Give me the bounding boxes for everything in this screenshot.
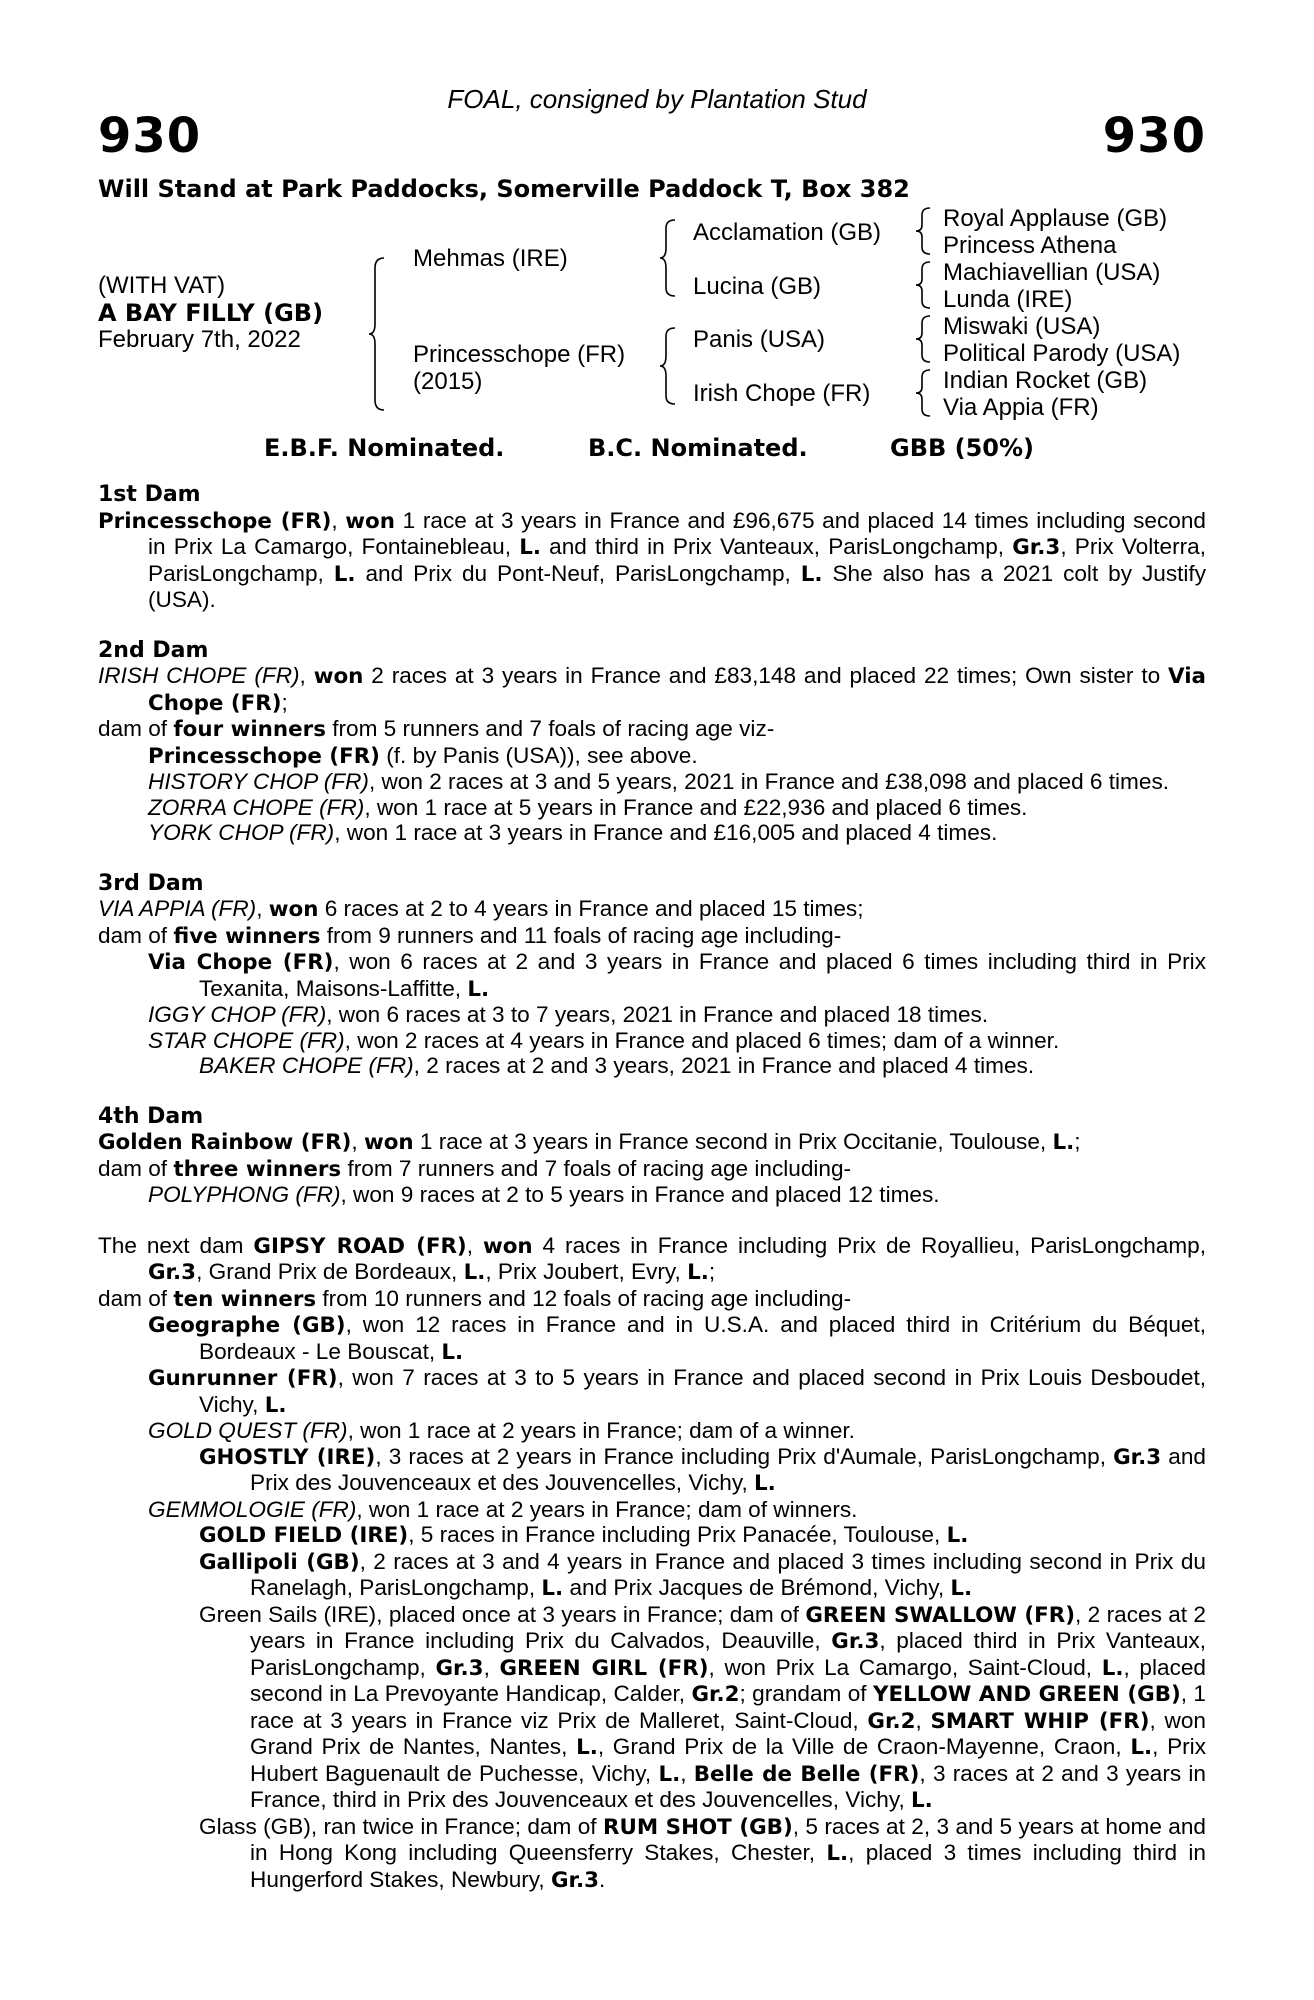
pedigree-g3-5: Miswaki (USA) — [943, 313, 1101, 340]
bold-text: RUM SHOT (GB) — [602, 1814, 793, 1840]
text: , won 1 race at 2 years in France; dam of a winner. — [347, 1418, 855, 1443]
bold-text: L. — [333, 561, 356, 587]
pedigree-entry — [98, 795, 1206, 821]
section-heading: 3rd Dam — [98, 870, 204, 896]
bold-text: Gr.3 — [550, 1867, 600, 1893]
bold-text: Gr.3 — [435, 1655, 484, 1681]
pedigree-entry — [98, 1418, 1206, 1444]
text: , won 1 race at 3 years in France and £16,005 and placed 4 times. — [334, 820, 998, 845]
pedigree-entry — [98, 949, 1206, 1002]
bold-text: GREEN GIRL (FR) — [499, 1655, 709, 1681]
bold-text: L. — [541, 1576, 564, 1601]
text: and Prix du Pont-Neuf, ParisLongchamp, — [355, 560, 801, 586]
text: dam of — [98, 716, 174, 741]
pedigree-entry — [98, 1129, 1206, 1156]
bold-text: L. — [754, 1471, 776, 1496]
italic-text: STAR CHOPE (FR) — [148, 1027, 345, 1053]
text: 2 races at 3 years in France and £83,148 and placed 22 times; Own sister to — [363, 663, 1169, 688]
pedigree-entry — [98, 1497, 1206, 1523]
text: , 5 races at 2, 3 and 5 years at home and in Hong Kong including Queensferry Stakes, Chester, — [250, 1813, 1206, 1865]
bold-text: L. — [1052, 1130, 1075, 1155]
bold-text: ten winners — [173, 1286, 317, 1312]
bold-text: Princesschope (FR) — [98, 508, 332, 534]
pedigree-dam: Princesschope (FR) — [413, 341, 626, 368]
pedigree-brace-g78 — [918, 368, 932, 418]
text: , placed third in Prix Vanteaux, ParisLongchamp, — [250, 1628, 1206, 1680]
bold-text: Geographe (GB) — [148, 1313, 346, 1338]
consigned-by: FOAL, consigned by Plantation Stud — [447, 84, 867, 114]
bold-text: L. — [264, 1392, 287, 1418]
bold-text: L. — [800, 561, 823, 587]
text: Glass (GB), ran twice in France; dam of — [199, 1813, 603, 1839]
pedigree-g3-4: Lunda (IRE) — [943, 286, 1073, 313]
text: ; — [281, 689, 288, 715]
pedigree-entry — [98, 1156, 1206, 1183]
text: , Grand Prix de la Ville de Craon-Mayenne, Craon, — [597, 1734, 1131, 1759]
text: She also has a 2021 colt by Justify (USA). — [148, 560, 1206, 612]
bold-text: Gallipoli (GB) — [199, 1549, 360, 1575]
bold-text: GIPSY ROAD (FR) — [253, 1233, 467, 1259]
catalogue-body — [98, 482, 1206, 1918]
italic-text: YORK CHOP (FR) — [148, 820, 335, 845]
text: , placed second in La Prevoyante Handicap, Calder, — [250, 1654, 1207, 1706]
text: , won Prix La Camargo, Saint-Cloud, — [708, 1654, 1102, 1680]
pedigree-entry — [98, 896, 1206, 923]
text: , won 6 races at 3 to 7 years, 2021 in France and placed 18 times. — [326, 1002, 989, 1027]
stand-location: Will Stand at Park Paddocks, Somerville Paddock T, Box 382 — [98, 175, 910, 203]
text: dam of — [98, 1285, 174, 1311]
bold-text: L. — [946, 1523, 969, 1548]
pedigree-entry — [98, 1602, 1206, 1814]
pedigree-entry — [98, 1053, 1206, 1079]
section-heading: 2nd Dam — [98, 637, 209, 663]
section-heading: 1st Dam — [98, 482, 201, 507]
pedigree-entry — [98, 1522, 1206, 1549]
pedigree-dam-dam: Irish Chope (FR) — [693, 380, 871, 407]
bold-text: Via Chope (FR) — [148, 664, 1206, 716]
text: , Prix Hubert Baguenault de Puchesse, Vichy, — [250, 1734, 1206, 1786]
pedigree-brace-g12 — [918, 206, 932, 256]
bold-text: Gr.2 — [691, 1682, 740, 1707]
text: , — [299, 663, 314, 688]
text: from 7 runners and 7 foals of racing age including- — [341, 1155, 852, 1181]
bold-text: L. — [1101, 1655, 1124, 1681]
text: from 10 runners and 12 foals of racing age including- — [316, 1285, 852, 1311]
text: , 5 races in France including Prix Panacée, Toulouse, — [408, 1522, 947, 1547]
text: and Prix des Jouvenceaux et des Jouvencelles, Vichy, — [250, 1443, 1206, 1495]
pedigree-brace-main — [372, 256, 386, 412]
bold-text: Belle de Belle (FR) — [693, 1761, 920, 1787]
text: . — [599, 1866, 606, 1892]
text: , won 7 races at 3 to 5 years in France and placed second in Prix Louis Desboudet, Vichy, — [199, 1365, 1206, 1417]
dam-section — [98, 482, 1206, 613]
pedigree-entry — [98, 1549, 1206, 1602]
pedigree-sire-sire: Acclamation (GB) — [693, 219, 882, 246]
italic-text: POLYPHONG (FR) — [148, 1182, 341, 1207]
italic-text: VIA APPIA (FR) — [98, 896, 257, 921]
pedigree-sire: Mehmas (IRE) — [413, 245, 568, 272]
dam-section — [98, 638, 1206, 846]
text: , — [680, 1760, 694, 1786]
vat-note: (WITH VAT) — [98, 272, 226, 299]
italic-text: GOLD QUEST (FR) — [148, 1418, 348, 1443]
italic-text: GEMMOLOGIE (FR) — [148, 1496, 357, 1522]
bold-text: four winners — [173, 717, 326, 742]
text: , won 1 race at 5 years in France and £22,936 and placed 6 times. — [364, 794, 1028, 820]
text: , Prix Joubert, Evry, — [485, 1259, 688, 1284]
pedigree-entry — [98, 1002, 1206, 1028]
text: , won Grand Prix de Nantes, Nantes, — [250, 1707, 1206, 1759]
italic-text: HISTORY CHOP (FR) — [148, 769, 369, 794]
text: , 2 races at 2 years in France including Prix du Calvados, Deauville, — [250, 1601, 1206, 1653]
pedigree-entry — [98, 508, 1206, 613]
bold-text: L. — [826, 1841, 849, 1866]
pedigree-entry — [98, 769, 1206, 795]
pedigree-g3-6: Political Parody (USA) — [943, 340, 1181, 367]
text: 1 race at 3 years in France and £96,675 and placed 14 times including second in Prix La Camargo, Fontainebleau, — [148, 507, 1206, 559]
bold-text: Gr.3 — [1113, 1444, 1162, 1470]
bold-text: L. — [658, 1761, 681, 1787]
text: , — [466, 1232, 483, 1258]
bold-text: Golden Rainbow (FR) — [98, 1130, 352, 1155]
pedigree-g3-3: Machiavellian (USA) — [943, 259, 1161, 286]
gbb-percentage: GBB (50%) — [890, 434, 1035, 462]
text: 4 races in France including Prix de Royallieu, ParisLongchamp, — [532, 1232, 1207, 1258]
text: , — [351, 1129, 364, 1154]
lot-number-left: 930 — [98, 108, 202, 164]
text: , — [483, 1654, 500, 1680]
foaling-date: February 7th, 2022 — [98, 326, 301, 353]
pedigree-g3-7: Indian Rocket (GB) — [943, 367, 1148, 394]
bold-text: L. — [467, 976, 490, 1002]
bold-text: Princesschope (FR) — [148, 743, 380, 769]
pedigree-entry — [98, 1286, 1206, 1313]
horse-name: A BAY FILLY (GB) — [98, 299, 324, 327]
pedigree-dam-sire: Panis (USA) — [693, 326, 826, 353]
text: , Prix Volterra, ParisLongchamp, — [148, 534, 1206, 586]
bold-text: YELLOW AND GREEN (GB) — [872, 1682, 1181, 1707]
dam-section — [98, 1233, 1206, 1894]
section-heading: 4th Dam — [98, 1103, 204, 1129]
italic-text: BAKER CHOPE (FR) — [199, 1053, 414, 1078]
bold-text: won — [268, 897, 319, 922]
bold-text: L. — [911, 1788, 933, 1813]
text: , won 12 races in France and in U.S.A. and placed third in Critérium du Béquet, Bordeaux - Le Bouscat, — [199, 1312, 1207, 1364]
text: and Prix Jacques de Brémond, Vichy, — [563, 1575, 951, 1600]
bold-text: GREEN SWALLOW (FR) — [805, 1602, 1076, 1628]
bold-text: Gr.3 — [831, 1629, 880, 1654]
text: , — [331, 507, 346, 533]
pedigree-entry — [98, 1814, 1206, 1894]
bold-text: L. — [1130, 1735, 1153, 1760]
pedigree-brace-g34 — [918, 260, 932, 310]
pedigree-g3-8: Via Appia (FR) — [943, 394, 1099, 421]
pedigree-entry — [98, 1444, 1206, 1497]
text: 1 race at 3 years in France second in Prix Occitanie, Toulouse, — [413, 1129, 1053, 1154]
text: ; — [708, 1259, 716, 1284]
text: Green Sails (IRE), placed once at 3 years in France; dam of — [199, 1601, 806, 1627]
bold-text: GHOSTLY (IRE) — [199, 1444, 376, 1470]
text: from 9 runners and 11 foals of racing age including- — [320, 922, 842, 948]
bold-text: Gr.3 — [148, 1260, 197, 1285]
bold-text: Gunrunner (FR) — [148, 1366, 338, 1391]
text: ; — [1074, 1129, 1081, 1154]
text: and third in Prix Vanteaux, ParisLongchamp, — [540, 534, 1013, 559]
pedigree-entry — [98, 1312, 1206, 1365]
italic-text: IRISH CHOPE (FR) — [98, 663, 300, 688]
text: , 3 races at 2 years in France including Prix d'Aumale, ParisLongchamp, — [375, 1443, 1114, 1469]
bold-text: L. — [519, 535, 541, 560]
text: , 1 race at 3 years in France viz Prix de Malleret, Saint-Cloud, — [250, 1681, 1207, 1733]
text: , 2 races at 3 and 4 years in France and placed 3 times including second in Prix du Ranelagh, ParisLongchamp, — [250, 1548, 1206, 1600]
italic-text: IGGY CHOP (FR) — [148, 1002, 327, 1027]
pedigree-entry — [98, 1028, 1206, 1054]
text: dam of — [98, 1155, 174, 1181]
text: , — [915, 1707, 931, 1733]
pedigree-entry — [98, 743, 1206, 770]
text: 6 races at 2 to 4 years in France and placed 15 times; — [318, 896, 864, 921]
pedigree-g3-2: Princess Athena — [943, 232, 1117, 259]
pedigree-brace-dam — [663, 326, 677, 406]
bold-text: won — [345, 508, 395, 534]
pedigree-dam-year: (2015) — [413, 368, 483, 395]
ebf-nominated: E.B.F. Nominated. — [264, 434, 505, 462]
bold-text: won — [363, 1130, 414, 1155]
pedigree-entry — [98, 923, 1206, 950]
text: , won 2 races at 4 years in France and placed 6 times; dam of a winner. — [344, 1027, 1060, 1053]
bold-text: Gr.3 — [1012, 535, 1061, 560]
italic-text: ZORRA CHOPE (FR) — [148, 794, 365, 820]
text: , won 2 races at 3 and 5 years, 2021 in France and £38,098 and placed 6 times. — [368, 769, 1170, 794]
pedigree-entry — [98, 716, 1206, 743]
bold-text: L. — [463, 1260, 486, 1285]
text: , placed 3 times including third in Hungerford Stakes, Newbury, — [250, 1840, 1206, 1892]
text: The next dam — [98, 1232, 254, 1258]
pedigree-entry — [98, 1365, 1206, 1418]
pedigree-brace-g56 — [918, 314, 932, 364]
text: , won 9 races at 2 to 5 years in France and placed 12 times. — [340, 1182, 940, 1207]
bc-nominated: B.C. Nominated. — [588, 434, 808, 462]
text: , 3 races at 2 and 3 years in France, third in Prix des Jouvenceaux et des Jouvencelles, Vichy, — [250, 1760, 1206, 1812]
text: from 5 runners and 7 foals of racing age viz- — [325, 716, 775, 741]
dam-section — [98, 1104, 1206, 1208]
bold-text: L. — [950, 1576, 973, 1601]
pedigree-entry — [98, 1233, 1206, 1286]
text: , won 1 race at 2 years in France; dam of winners. — [356, 1496, 858, 1522]
pedigree-sire-dam: Lucina (GB) — [693, 273, 822, 300]
bold-text: GOLD FIELD (IRE) — [199, 1523, 409, 1548]
bold-text: Via Chope (FR) — [148, 950, 334, 975]
pedigree-entry — [98, 820, 1206, 846]
bold-text: won — [313, 664, 364, 689]
text: (f. by Panis (USA)), see above. — [379, 742, 698, 768]
text: ; grandam of — [739, 1681, 873, 1706]
bold-text: L. — [441, 1339, 464, 1365]
bold-text: SMART WHIP (FR) — [930, 1708, 1150, 1734]
pedigree-brace-sire — [663, 218, 677, 298]
pedigree-entry — [98, 663, 1206, 716]
bold-text: won — [482, 1233, 533, 1259]
pedigree-g3-1: Royal Applause (GB) — [943, 205, 1168, 232]
pedigree-entry — [98, 1182, 1206, 1208]
bold-text: Gr.2 — [867, 1708, 916, 1734]
text: , 2 races at 2 and 3 years, 2021 in France and placed 4 times. — [413, 1053, 1035, 1078]
dam-section — [98, 871, 1206, 1079]
bold-text: L. — [687, 1260, 709, 1285]
text: , Grand Prix de Bordeaux, — [196, 1259, 464, 1284]
bold-text: three winners — [173, 1156, 342, 1182]
text: , won 6 races at 2 and 3 years in France and placed 6 times including third in Prix Texanita, Maisons-Laffitte, — [199, 949, 1206, 1001]
bold-text: L. — [576, 1735, 598, 1760]
text: dam of — [98, 922, 174, 948]
bold-text: five winners — [173, 923, 321, 949]
text: , — [256, 896, 269, 921]
lot-number-right: 930 — [1102, 108, 1206, 164]
